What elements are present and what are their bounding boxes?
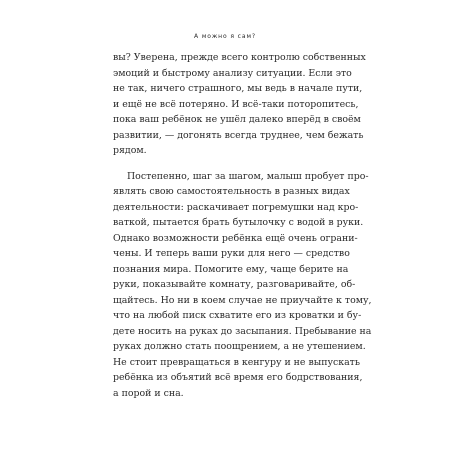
paragraph-2 — [113, 169, 372, 402]
text-line: руки, показывайте комнату, разговаривайте, об- — [113, 279, 356, 290]
text-line: рядом. — [113, 145, 147, 156]
text-line: Однако возможности ребёнка ещё очень ограни- — [113, 232, 358, 244]
text-line: а порой и сна. — [113, 387, 184, 399]
text-line: пока ваш ребёнок не ушёл далеко вперёд в своём — [113, 114, 361, 125]
paragraph-1 — [113, 50, 366, 159]
text-line: не так, ничего страшного, мы ведь в начале пути, — [113, 83, 363, 94]
text-line: щайтесь. Но ни в коем случае не приучайте к тому, — [113, 294, 372, 306]
text-line: дете носить на руках до засыпания. Пребывание на — [113, 325, 372, 337]
text-line: руках должно стать поощрением, а не утешением. — [113, 341, 366, 352]
text-line: эмоций и быстрому анализу ситуации. Если это — [113, 67, 352, 79]
text-line: и ещё не всё потеряно. И всё-таки поторопитесь, — [113, 98, 359, 110]
body-text — [113, 50, 372, 401]
text-line: деятельности: раскачивает погремушки над кро- — [113, 201, 359, 213]
text-line: Не стоит превращаться в кенгуру и не выпускать — [113, 356, 360, 368]
text-line: Постепенно, шаг за шагом, малыш пробует про- — [127, 170, 369, 182]
text-line: чены. И теперь ваши руки для него — средство — [113, 248, 350, 259]
running-head: А можно я сам? — [194, 33, 256, 40]
text-line: развитии, — догонять всегда труднее, чем бежать — [113, 129, 364, 141]
text-line: что на любой писк схватите его из кроватки и бу- — [113, 310, 362, 321]
text-line: ваткой, пытается брать бутылочку с водой в руки. — [113, 217, 364, 228]
text-line: познания мира. Помогите ему, чаще берите на — [113, 263, 349, 275]
text-line: являть свою самостоятельность в разных видах — [113, 186, 350, 197]
text-line: ребёнка из объятий всё время его бодрствования, — [113, 372, 363, 383]
text-line: вы? Уверена, прежде всего контролю собственных — [113, 52, 366, 63]
